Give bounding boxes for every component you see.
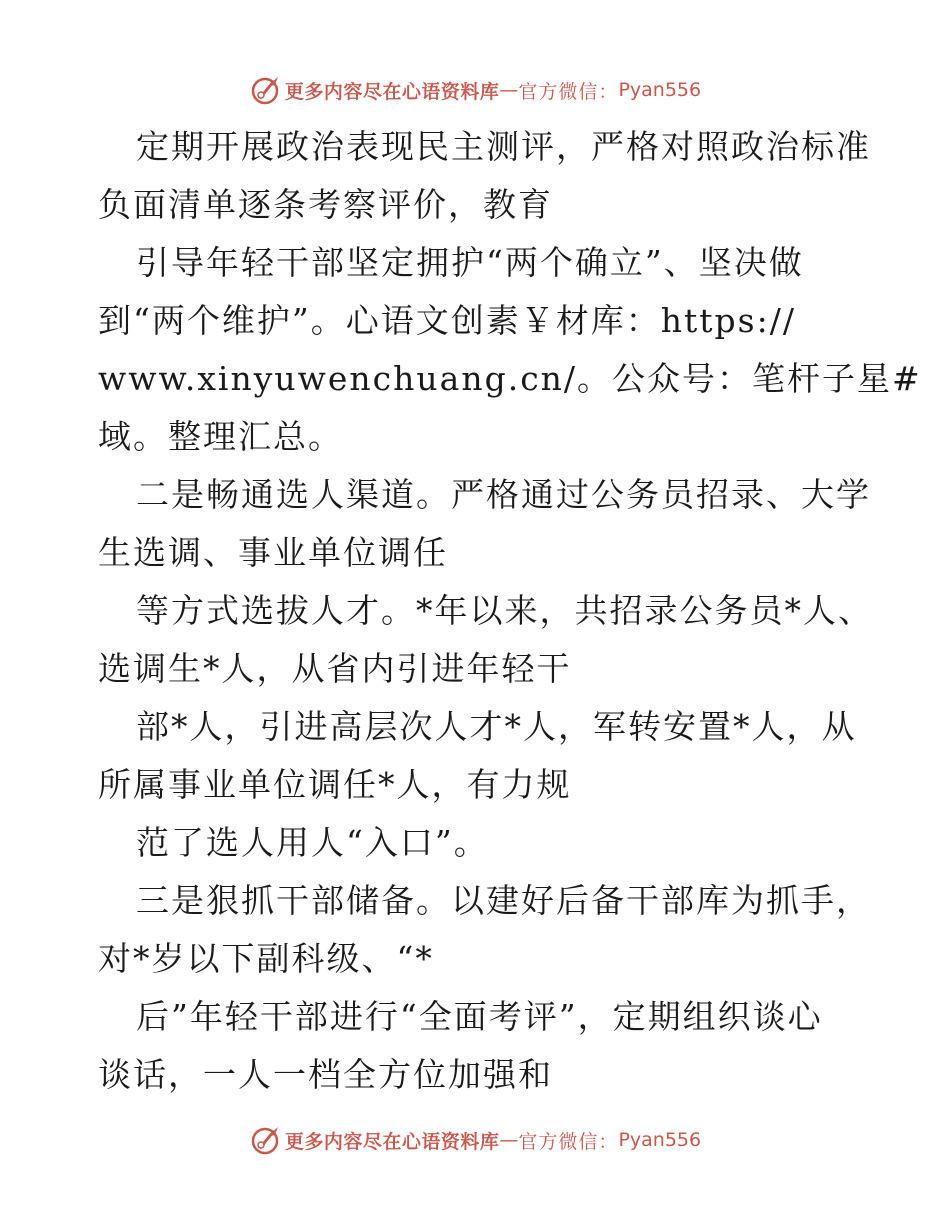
quill-logo-icon — [249, 1124, 281, 1156]
document-body — [98, 118, 922, 1104]
banner-main-text: 更多内容尽在心语资料库 — [284, 80, 500, 103]
banner-wechat-label: 官方微信： — [518, 80, 619, 103]
quill-logo-icon — [249, 74, 281, 106]
banner-wechat-id: Pyan556 — [618, 1129, 702, 1151]
banner-separator: — — [499, 1129, 519, 1151]
banner-wechat-label: 官方微信： — [518, 1130, 619, 1153]
text-line: 定期开展政治表现民主测评，严格对照政治标准 — [136, 127, 871, 166]
text-line: 二是畅通选人渠道。严格通过公务员招录、大学 — [136, 475, 871, 514]
text-line: 对*岁以下副科级、“* — [98, 939, 434, 978]
text-line: www.xinyuwenchuang.cn/。公众号：笔杆子星# — [98, 359, 922, 398]
text-line: 谈话，一人一档全方位加强和 — [98, 1055, 553, 1094]
text-line: 三是狠抓干部储备。以建好后备干部库为抓手， — [136, 881, 871, 920]
text-line: 域。整理汇总。 — [98, 417, 343, 456]
text-line: 范了选人用人“入口”。 — [136, 823, 489, 862]
text-line: 部*人，引进高层次人才*人，军转安置*人，从 — [136, 707, 857, 746]
text-line: 后”年轻干部进行“全面考评”，定期组织谈心 — [136, 997, 823, 1036]
text-line: 所属事业单位调任*人，有力规 — [98, 765, 572, 804]
banner-separator: — — [499, 79, 519, 101]
text-line: 引导年轻干部坚定拥护“两个确立”、坚决做 — [136, 243, 804, 282]
footer-watermark-banner — [0, 1120, 950, 1160]
text-line: 选调生*人，从省内引进年轻干 — [98, 649, 572, 688]
text-line: 到“两个维护”。心语文创素￥材库：https:// — [98, 301, 796, 340]
header-watermark-banner — [0, 70, 950, 110]
text-line: 生选调、事业单位调任 — [98, 533, 448, 572]
banner-main-text: 更多内容尽在心语资料库 — [284, 1130, 500, 1153]
text-line: 等方式选拔人才。*年以来，共招录公务员*人、 — [136, 591, 873, 630]
text-line: 负面清单逐条考察评价，教育 — [98, 185, 553, 224]
banner-wechat-id: Pyan556 — [618, 79, 702, 101]
